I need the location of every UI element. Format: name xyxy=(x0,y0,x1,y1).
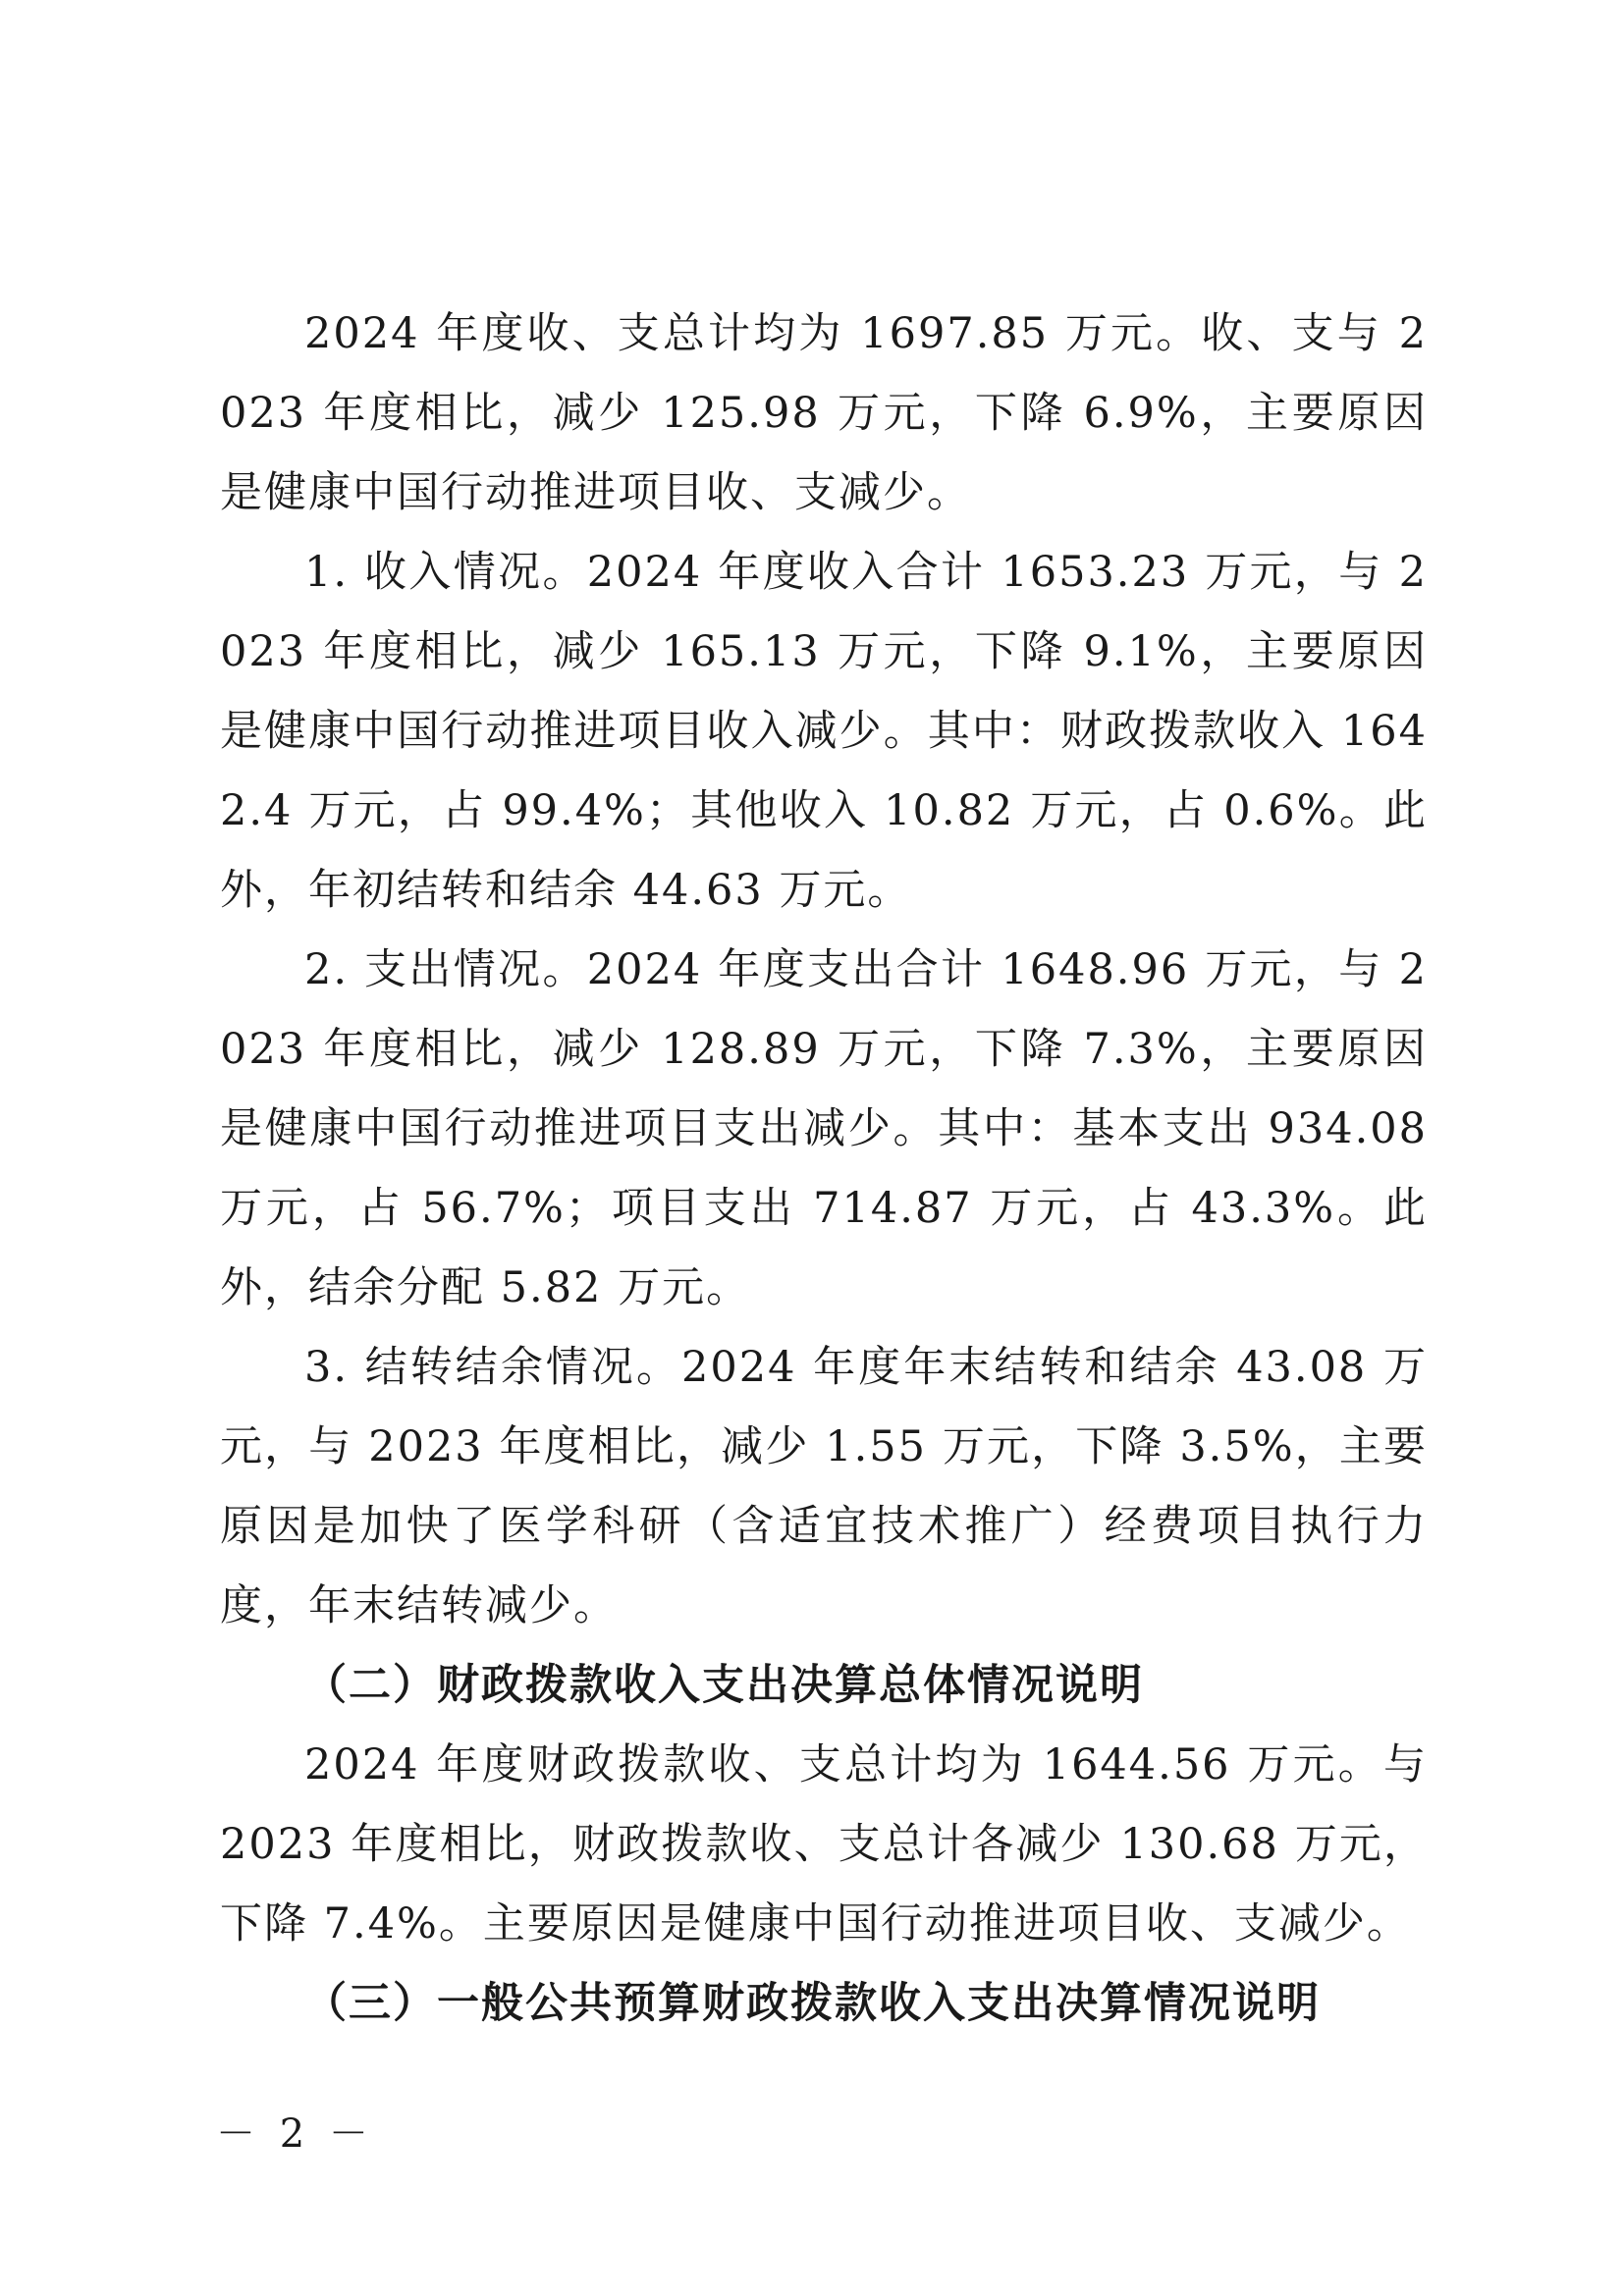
section-heading-general-public-budget: （三）一般公共预算财政拨款收入支出决算情况说明 xyxy=(304,1979,1321,2028)
paragraph-income: 1. 收入情况。2024 年度收入合计 1653.23 万元，与 2023 年度相比，减少 165.13 万元，下降 9.1%，主要原因是健康中国行动推进项目收入减少。其中：财政拨款收入 1642.4 万元，占 99.4%；其他收入 10.82 万元，占 0.6%。此外，年初结转和结余 44.63 万元。 xyxy=(220,548,1428,915)
paragraph-summary: 2024 年度收、支总计均为 1697.85 万元。收、支与 2023 年度相比，减少 125.98 万元，下降 6.9%，主要原因是健康中国行动推进项目收、支减少。 xyxy=(220,309,1428,517)
paragraph-carryover: 3. 结转结余情况。2024 年度年末结转和结余 43.08 万元，与 2023 年度相比，减少 1.55 万元，下降 3.5%，主要原因是加快了医学科研（含适宜技术推广）经费项目执行力度，年末结转减少。 xyxy=(220,1343,1428,1630)
paragraph-fiscal-allocation: 2024 年度财政拨款收、支总计均为 1644.56 万元。与 2023 年度相比，财政拨款收、支总计各减少 130.68 万元，下降 7.4%。主要原因是健康中国行动推进项目收、支减少。 xyxy=(220,1740,1428,1949)
page-number: － 2 － xyxy=(216,2111,374,2157)
document-body xyxy=(220,294,1428,2044)
section-heading-fiscal-allocation: （二）财政拨款收入支出决算总体情况说明 xyxy=(304,1661,1144,1710)
paragraph-expenditure: 2. 支出情况。2024 年度支出合计 1648.96 万元，与 2023 年度相比，减少 128.89 万元，下降 7.3%，主要原因是健康中国行动推进项目支出减少。其中：基本支出 934.08 万元，占 56.7%；项目支出 714.87 万元，占 43.3%。此外，结余分配 5.82 万元。 xyxy=(220,945,1428,1312)
